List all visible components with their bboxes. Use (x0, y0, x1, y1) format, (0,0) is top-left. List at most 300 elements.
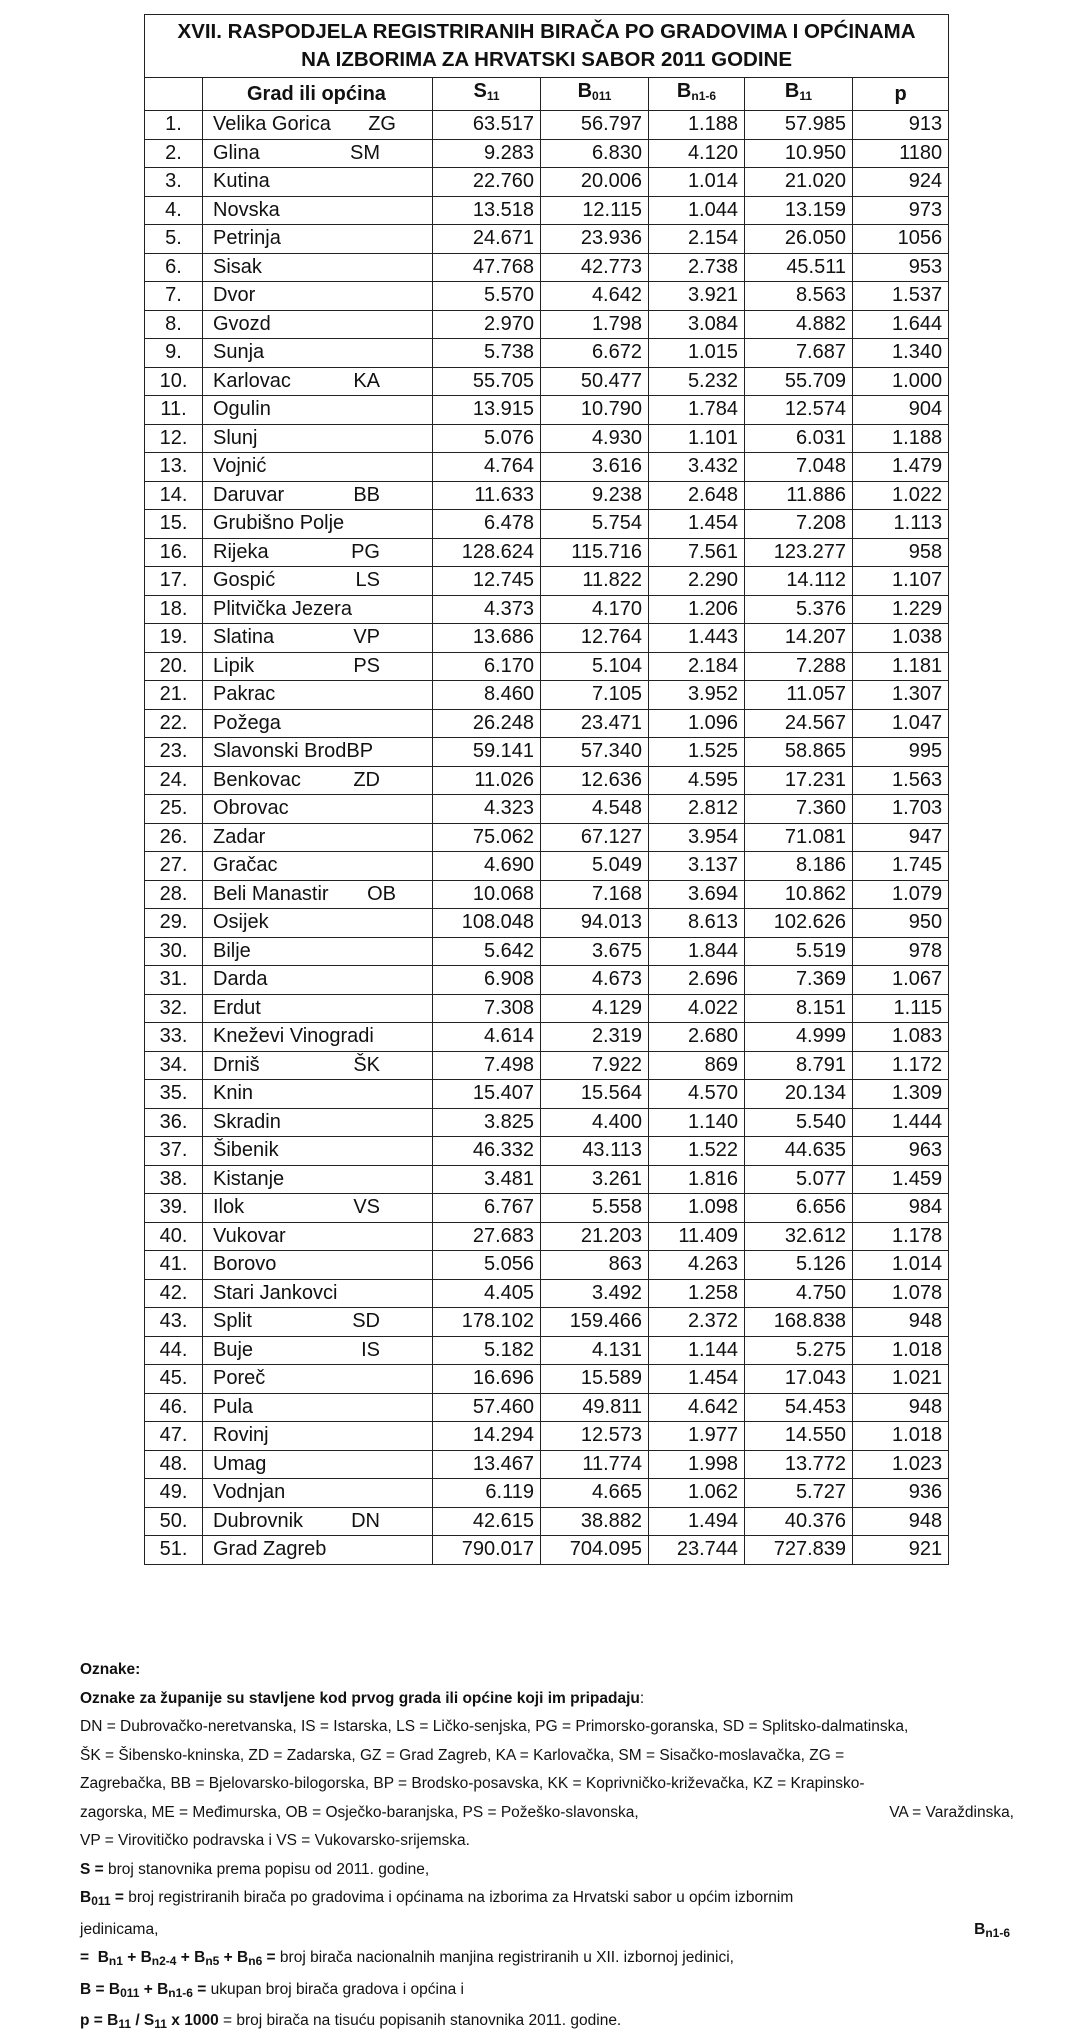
minority-voters-bn: 1.015 (649, 339, 745, 368)
city-name-cell (203, 681, 433, 710)
table-row (145, 1393, 949, 1422)
total-voters-b11: 57.985 (745, 111, 853, 140)
minority-voters-bn: 2.290 (649, 567, 745, 596)
row-number: 30. (145, 937, 203, 966)
voters-per-thousand-p: 948 (853, 1507, 949, 1536)
population-s11: 75.062 (433, 823, 541, 852)
table-row (145, 310, 949, 339)
city-name: Rijeka (213, 540, 269, 563)
total-voters-b11: 14.550 (745, 1422, 853, 1451)
minority-voters-bn: 3.954 (649, 823, 745, 852)
row-number: 20. (145, 652, 203, 681)
voters-b011: 3.675 (541, 937, 649, 966)
row-number: 15. (145, 510, 203, 539)
total-voters-b11: 54.453 (745, 1393, 853, 1422)
county-code: DN (351, 1509, 380, 1532)
county-code: BP (346, 740, 374, 763)
county-code: LS (355, 569, 380, 592)
voters-b011: 704.095 (541, 1536, 649, 1565)
total-voters-b11: 21.020 (745, 168, 853, 197)
voters-per-thousand-p: 978 (853, 937, 949, 966)
population-s11: 5.642 (433, 937, 541, 966)
table-row (145, 1023, 949, 1052)
voters-per-thousand-p: 995 (853, 738, 949, 767)
minority-voters-bn: 7.561 (649, 538, 745, 567)
header-bn1-6: $B_{n1-6}$ (649, 78, 745, 111)
city-name-cell (203, 766, 433, 795)
city-name-cell (203, 424, 433, 453)
population-s11: 13.467 (433, 1450, 541, 1479)
total-voters-b11: 5.727 (745, 1479, 853, 1508)
voters-per-thousand-p: 936 (853, 1479, 949, 1508)
voters-b011: 3.616 (541, 453, 649, 482)
voters-per-thousand-p: 950 (853, 909, 949, 938)
row-number: 38. (145, 1165, 203, 1194)
voters-per-thousand-p: 1.079 (853, 880, 949, 909)
row-number: 17. (145, 567, 203, 596)
voters-per-thousand-p: 1.479 (853, 453, 949, 482)
population-s11: 4.373 (433, 595, 541, 624)
total-voters-b11: 17.043 (745, 1365, 853, 1394)
city-name-cell (203, 310, 433, 339)
city-name: Obrovac (213, 797, 289, 820)
city-name-cell (203, 168, 433, 197)
table-row (145, 1051, 949, 1080)
voters-per-thousand-p: 1.113 (853, 510, 949, 539)
voters-b011: 6.830 (541, 139, 649, 168)
definition-s: S = broj stanovnika prema popisu od 2011. godine, (80, 1860, 430, 1878)
total-voters-b11: 5.376 (745, 595, 853, 624)
voters-b011: 4.548 (541, 795, 649, 824)
voters-b011: 4.642 (541, 282, 649, 311)
minority-voters-bn: 1.098 (649, 1194, 745, 1223)
voters-per-thousand-p: 1.307 (853, 681, 949, 710)
table-row (145, 282, 949, 311)
voters-per-thousand-p: 1.644 (853, 310, 949, 339)
row-number: 32. (145, 994, 203, 1023)
voters-b011: 23.471 (541, 709, 649, 738)
population-s11: 42.615 (433, 1507, 541, 1536)
population-s11: 3.481 (433, 1165, 541, 1194)
voters-b011: 15.564 (541, 1080, 649, 1109)
voters-per-thousand-p: 1.047 (853, 709, 949, 738)
voters-b011: 3.492 (541, 1279, 649, 1308)
population-s11: 6.170 (433, 652, 541, 681)
population-s11: 6.478 (433, 510, 541, 539)
voters-per-thousand-p: 1.018 (853, 1336, 949, 1365)
minority-voters-bn: 1.816 (649, 1165, 745, 1194)
table-row (145, 1507, 949, 1536)
city-name: Drniš (213, 1053, 260, 1076)
city-name: Pakrac (213, 683, 276, 706)
minority-voters-bn: 2.648 (649, 481, 745, 510)
total-voters-b11: 58.865 (745, 738, 853, 767)
total-voters-b11: 7.048 (745, 453, 853, 482)
table-row (145, 1222, 949, 1251)
voters-per-thousand-p: 1.107 (853, 567, 949, 596)
voters-per-thousand-p: 1.181 (853, 652, 949, 681)
county-code: KA (353, 369, 380, 392)
row-number: 6. (145, 253, 203, 282)
row-number: 49. (145, 1479, 203, 1508)
population-s11: 108.048 (433, 909, 541, 938)
voters-b011: 2.319 (541, 1023, 649, 1052)
row-number: 9. (145, 339, 203, 368)
city-name: Grubišno Polje (213, 512, 345, 535)
table-row (145, 1422, 949, 1451)
voters-b011: 49.811 (541, 1393, 649, 1422)
city-name-cell (203, 1279, 433, 1308)
city-name: Vukovar (213, 1224, 286, 1247)
city-name: Ogulin (213, 398, 271, 421)
voters-b011: 115.716 (541, 538, 649, 567)
minority-voters-bn: 1.998 (649, 1450, 745, 1479)
minority-voters-bn: 1.454 (649, 510, 745, 539)
voters-per-thousand-p: 1.022 (853, 481, 949, 510)
voters-b011: 7.922 (541, 1051, 649, 1080)
total-voters-b11: 7.360 (745, 795, 853, 824)
city-name-cell (203, 709, 433, 738)
city-name: Vodnjan (213, 1481, 286, 1504)
voters-b011: 5.558 (541, 1194, 649, 1223)
city-name-cell (203, 1023, 433, 1052)
total-voters-b11: 6.656 (745, 1194, 853, 1223)
row-number: 35. (145, 1080, 203, 1109)
city-name-cell (203, 652, 433, 681)
voters-b011: 4.129 (541, 994, 649, 1023)
table-row (145, 538, 949, 567)
population-s11: 6.767 (433, 1194, 541, 1223)
minority-voters-bn: 1.044 (649, 196, 745, 225)
city-name-cell (203, 453, 433, 482)
total-voters-b11: 12.574 (745, 396, 853, 425)
voters-per-thousand-p: 1.229 (853, 595, 949, 624)
county-code: ZD (353, 768, 380, 791)
total-voters-b11: 7.208 (745, 510, 853, 539)
voters-b011: 4.673 (541, 966, 649, 995)
table-row (145, 481, 949, 510)
city-name-cell (203, 1308, 433, 1337)
voters-per-thousand-p: 1.309 (853, 1080, 949, 1109)
county-legend-line-2: ŠK = Šibensko-kninska, ZD = Zadarska, GZ = Grad Zagreb, KA = Karlovačka, SM = Sisačko-moslavačka, ZG = (80, 1746, 845, 1764)
table-row (145, 709, 949, 738)
total-voters-b11: 26.050 (745, 225, 853, 254)
minority-voters-bn: 1.977 (649, 1422, 745, 1451)
voters-per-thousand-p: 913 (853, 111, 949, 140)
voters-per-thousand-p: 921 (853, 1536, 949, 1565)
voters-b011: 23.936 (541, 225, 649, 254)
voters-per-thousand-p: 1.067 (853, 966, 949, 995)
voters-per-thousand-p: 1.014 (853, 1251, 949, 1280)
minority-voters-bn: 3.694 (649, 880, 745, 909)
row-number: 45. (145, 1365, 203, 1394)
total-voters-b11: 13.159 (745, 196, 853, 225)
minority-voters-bn: 11.409 (649, 1222, 745, 1251)
voters-b011: 9.238 (541, 481, 649, 510)
voters-b011: 7.105 (541, 681, 649, 710)
row-number: 24. (145, 766, 203, 795)
population-s11: 12.745 (433, 567, 541, 596)
city-name-cell (203, 1222, 433, 1251)
city-name: Slunj (213, 426, 258, 449)
city-name-cell (203, 339, 433, 368)
county-code: VS (353, 1196, 380, 1219)
city-name: Dubrovnik (213, 1509, 304, 1532)
city-name: Kneževi Vinogradi (213, 1025, 374, 1048)
row-number: 23. (145, 738, 203, 767)
city-name-cell (203, 538, 433, 567)
city-name: Plitvička Jezera (213, 597, 352, 620)
table-row (145, 111, 949, 140)
total-voters-b11: 14.112 (745, 567, 853, 596)
city-name-cell (203, 1365, 433, 1394)
city-name: Karlovac (213, 369, 291, 392)
voters-b011: 56.797 (541, 111, 649, 140)
city-name-cell (203, 1251, 433, 1280)
population-s11: 5.056 (433, 1251, 541, 1280)
city-name: Benkovac (213, 768, 301, 791)
table-row (145, 1450, 949, 1479)
population-s11: 24.671 (433, 225, 541, 254)
table-row (145, 225, 949, 254)
total-voters-b11: 5.540 (745, 1108, 853, 1137)
county-legend-line-1: DN = Dubrovačko-neretvanska, IS = Istarska, LS = Ličko-senjska, PG = Primorsko-goranska, SD = Splitsko-dalmatinska, (80, 1718, 909, 1735)
total-voters-b11: 24.567 (745, 709, 853, 738)
city-name: Slavonski Brod (213, 740, 347, 763)
table-row (145, 681, 949, 710)
population-s11: 55.705 (433, 367, 541, 396)
voters-per-thousand-p: 958 (853, 538, 949, 567)
population-s11: 11.633 (433, 481, 541, 510)
population-s11: 9.283 (433, 139, 541, 168)
voters-per-thousand-p: 973 (853, 196, 949, 225)
voters-per-thousand-p: 1.078 (853, 1279, 949, 1308)
city-name: Split (213, 1310, 252, 1333)
voters-b011: 1.798 (541, 310, 649, 339)
city-name-cell (203, 994, 433, 1023)
minority-voters-bn: 1.096 (649, 709, 745, 738)
city-name-cell (203, 481, 433, 510)
county-legend-line-3: Zagrebačka, BB = Bjelovarsko-bilogorska, BP = Brodsko-posavska, KK = Koprivničko-križevačka, KZ = Krapinsko- (80, 1775, 865, 1792)
city-name-cell (203, 823, 433, 852)
voters-per-thousand-p: 1.021 (853, 1365, 949, 1394)
minority-voters-bn: 4.263 (649, 1251, 745, 1280)
minority-voters-bn: 1.522 (649, 1137, 745, 1166)
population-s11: 4.323 (433, 795, 541, 824)
city-name: Dvor (213, 284, 256, 307)
total-voters-b11: 8.791 (745, 1051, 853, 1080)
minority-voters-bn: 4.570 (649, 1080, 745, 1109)
city-name: Glina (213, 141, 260, 164)
row-number: 51. (145, 1536, 203, 1565)
table-row (145, 196, 949, 225)
city-name-cell (203, 1507, 433, 1536)
row-number: 21. (145, 681, 203, 710)
total-voters-b11: 44.635 (745, 1137, 853, 1166)
total-voters-b11: 11.886 (745, 481, 853, 510)
voters-b011: 4.665 (541, 1479, 649, 1508)
city-name-cell (203, 282, 433, 311)
city-name: Ilok (213, 1196, 245, 1219)
row-number: 22. (145, 709, 203, 738)
minority-voters-bn: 3.952 (649, 681, 745, 710)
voters-b011: 6.672 (541, 339, 649, 368)
total-voters-b11: 40.376 (745, 1507, 853, 1536)
city-name-cell (203, 1137, 433, 1166)
voters-per-thousand-p: 1.115 (853, 994, 949, 1023)
table-row (145, 453, 949, 482)
minority-voters-bn: 1.258 (649, 1279, 745, 1308)
voters-per-thousand-p: 953 (853, 253, 949, 282)
total-voters-b11: 17.231 (745, 766, 853, 795)
city-name: Lipik (213, 654, 255, 677)
city-name: Požega (213, 711, 281, 734)
table-row (145, 339, 949, 368)
row-number: 7. (145, 282, 203, 311)
voters-b011: 12.115 (541, 196, 649, 225)
total-voters-b11: 10.862 (745, 880, 853, 909)
header-name: Grad ili općina (203, 78, 433, 111)
minority-voters-bn: 1.062 (649, 1479, 745, 1508)
city-name: Sunja (213, 341, 265, 364)
total-voters-b11: 32.612 (745, 1222, 853, 1251)
table-title (145, 15, 949, 78)
table-header-row (145, 78, 949, 111)
minority-voters-bn: 3.137 (649, 852, 745, 881)
minority-voters-bn: 1.206 (649, 595, 745, 624)
city-name-cell (203, 367, 433, 396)
city-name-cell (203, 1393, 433, 1422)
table-row (145, 1137, 949, 1166)
total-voters-b11: 168.838 (745, 1308, 853, 1337)
city-name-cell (203, 909, 433, 938)
minority-voters-bn: 1.144 (649, 1336, 745, 1365)
city-name: Darda (213, 968, 268, 991)
table-row (145, 652, 949, 681)
population-s11: 5.738 (433, 339, 541, 368)
total-voters-b11: 7.369 (745, 966, 853, 995)
voters-b011: 42.773 (541, 253, 649, 282)
city-name-cell (203, 966, 433, 995)
minority-voters-bn: 2.738 (649, 253, 745, 282)
voters-per-thousand-p: 904 (853, 396, 949, 425)
city-name-cell (203, 852, 433, 881)
table-row (145, 994, 949, 1023)
row-number: 12. (145, 424, 203, 453)
row-number: 34. (145, 1051, 203, 1080)
row-number: 1. (145, 111, 203, 140)
minority-voters-bn: 1.494 (649, 1507, 745, 1536)
row-number: 5. (145, 225, 203, 254)
county-code: OB (367, 882, 396, 905)
population-s11: 13.915 (433, 396, 541, 425)
total-voters-b11: 4.750 (745, 1279, 853, 1308)
total-voters-b11: 20.134 (745, 1080, 853, 1109)
minority-voters-bn: 869 (649, 1051, 745, 1080)
population-s11: 6.908 (433, 966, 541, 995)
minority-voters-bn: 1.140 (649, 1108, 745, 1137)
minority-voters-bn: 2.184 (649, 652, 745, 681)
county-code: BB (353, 483, 380, 506)
table-row (145, 1080, 949, 1109)
city-name-cell (203, 1336, 433, 1365)
header-b11: $B_{11}$ (745, 78, 853, 111)
city-name-cell (203, 1194, 433, 1223)
total-voters-b11: 11.057 (745, 681, 853, 710)
total-voters-b11: 5.275 (745, 1336, 853, 1365)
city-name: Zadar (213, 825, 266, 848)
voters-b011: 863 (541, 1251, 649, 1280)
population-s11: 5.570 (433, 282, 541, 311)
city-name: Gvozd (213, 312, 271, 335)
definition-b011-cont: jedinicama, $B_{n1-6}$ (80, 1920, 1010, 1940)
table-row (145, 1308, 949, 1337)
voters-per-thousand-p: 963 (853, 1137, 949, 1166)
notes-heading: Oznake: (80, 1661, 141, 1678)
population-s11: 8.460 (433, 681, 541, 710)
county-legend-line-4: zagorska, ME = Međimurska, OB = Osječko-baranjska, PS = Požeško-slavonska, VA = Varaždinska, (80, 1803, 1014, 1821)
population-s11: 46.332 (433, 1137, 541, 1166)
voters-per-thousand-p: 1.563 (853, 766, 949, 795)
voters-b011: 43.113 (541, 1137, 649, 1166)
voters-per-thousand-p: 1.172 (853, 1051, 949, 1080)
population-s11: 5.076 (433, 424, 541, 453)
total-voters-b11: 727.839 (745, 1536, 853, 1565)
population-s11: 10.068 (433, 880, 541, 909)
voters-b011: 38.882 (541, 1507, 649, 1536)
minority-voters-bn: 3.921 (649, 282, 745, 311)
city-name: Beli Manastir (213, 882, 329, 905)
population-s11: 15.407 (433, 1080, 541, 1109)
table-row (145, 567, 949, 596)
minority-voters-bn: 4.120 (649, 139, 745, 168)
voters-per-thousand-p: 1.023 (853, 1450, 949, 1479)
county-code: PG (351, 540, 380, 563)
city-name-cell (203, 1051, 433, 1080)
city-name: Novska (213, 198, 280, 221)
notes-subheading: Oznake za županije su stavljene kod prvog grada ili općine koji im pripadaju: (80, 1689, 645, 1707)
minority-voters-bn: 2.696 (649, 966, 745, 995)
city-name-cell (203, 1422, 433, 1451)
population-s11: 26.248 (433, 709, 541, 738)
table-row (145, 424, 949, 453)
minority-voters-bn: 4.595 (649, 766, 745, 795)
voters-per-thousand-p: 1.000 (853, 367, 949, 396)
city-name: Kutina (213, 170, 270, 193)
row-number: 46. (145, 1393, 203, 1422)
total-voters-b11: 71.081 (745, 823, 853, 852)
minority-voters-bn: 2.812 (649, 795, 745, 824)
population-s11: 13.686 (433, 624, 541, 653)
table-row (145, 1479, 949, 1508)
row-number: 3. (145, 168, 203, 197)
voters-b011: 21.203 (541, 1222, 649, 1251)
header-index (145, 78, 203, 111)
table-row (145, 1536, 949, 1565)
voters-per-thousand-p: 1.444 (853, 1108, 949, 1137)
table-row (145, 909, 949, 938)
total-voters-b11: 4.882 (745, 310, 853, 339)
population-s11: 6.119 (433, 1479, 541, 1508)
voters-b011: 4.930 (541, 424, 649, 453)
population-s11: 27.683 (433, 1222, 541, 1251)
voters-b011: 4.170 (541, 595, 649, 624)
city-name-cell (203, 738, 433, 767)
total-voters-b11: 5.077 (745, 1165, 853, 1194)
city-name: Petrinja (213, 227, 281, 250)
table-row (145, 1365, 949, 1394)
city-name: Velika Gorica (213, 113, 331, 136)
